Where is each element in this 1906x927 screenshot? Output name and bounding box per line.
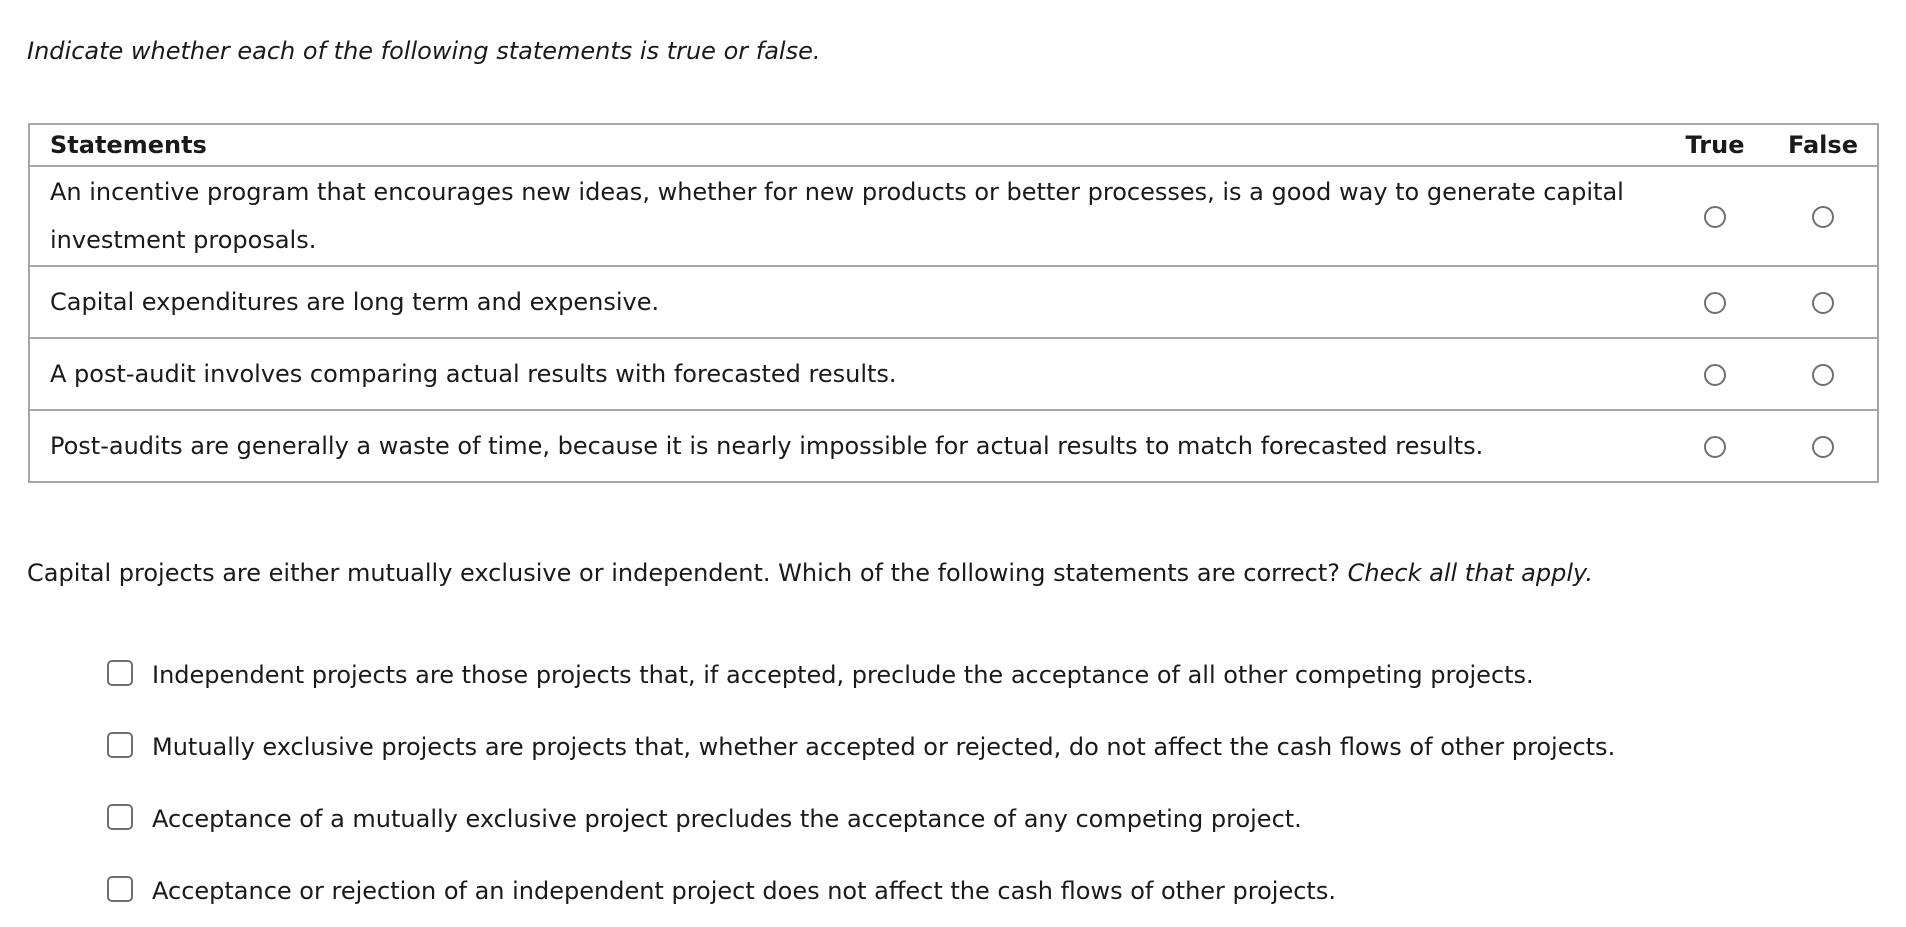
false-cell xyxy=(1769,410,1878,482)
statement-text: Capital expenditures are long term and expensive. xyxy=(29,266,1661,338)
question-text xyxy=(27,557,1593,589)
option-item xyxy=(107,711,1615,783)
statement-text: Post-audits are generally a waste of time, because it is nearly impossible for actual results to match forecasted results. xyxy=(29,410,1661,482)
false-radio[interactable] xyxy=(1812,292,1834,314)
true-radio[interactable] xyxy=(1704,292,1726,314)
table-header-row xyxy=(29,124,1878,166)
false-radio[interactable] xyxy=(1812,436,1834,458)
false-radio[interactable] xyxy=(1812,206,1834,228)
instructions-text: Indicate whether each of the following statements is true or false. xyxy=(27,37,821,65)
false-cell xyxy=(1769,338,1878,410)
true-cell xyxy=(1661,266,1769,338)
options-list xyxy=(107,639,1615,927)
option-checkbox[interactable] xyxy=(107,660,133,686)
option-label[interactable]: Mutually exclusive projects are projects that, whether accepted or rejected, do not affect the cash flows of other projects. xyxy=(152,733,1616,761)
statement-text: A post-audit involves comparing actual results with forecasted results. xyxy=(29,338,1661,410)
true-radio[interactable] xyxy=(1704,364,1726,386)
option-checkbox[interactable] xyxy=(107,732,133,758)
option-label[interactable]: Acceptance of a mutually exclusive project precludes the acceptance of any competing project. xyxy=(152,805,1302,833)
statements-header: Statements xyxy=(29,124,1661,166)
option-item xyxy=(107,783,1615,855)
option-item xyxy=(107,855,1615,927)
statement-text: An incentive program that encourages new ideas, whether for new products or better processes, is a good way to generate capital investment proposals. xyxy=(29,166,1661,266)
table-row xyxy=(29,410,1878,482)
question-prompt: Capital projects are either mutually exclusive or independent. Which of the following statements are correct? xyxy=(27,559,1341,587)
true-radio[interactable] xyxy=(1704,436,1726,458)
true-radio[interactable] xyxy=(1704,206,1726,228)
option-checkbox[interactable] xyxy=(107,876,133,902)
true-cell xyxy=(1661,338,1769,410)
false-radio[interactable] xyxy=(1812,364,1834,386)
false-header: False xyxy=(1769,124,1878,166)
true-cell xyxy=(1661,410,1769,482)
option-item xyxy=(107,639,1615,711)
true-false-table xyxy=(28,123,1879,483)
table-row xyxy=(29,266,1878,338)
option-label[interactable]: Acceptance or rejection of an independent project does not affect the cash flows of other projects. xyxy=(152,877,1336,905)
true-cell xyxy=(1661,166,1769,266)
table-row xyxy=(29,338,1878,410)
false-cell xyxy=(1769,166,1878,266)
option-label[interactable]: Independent projects are those projects that, if accepted, preclude the acceptance of all other competing projects. xyxy=(152,661,1534,689)
true-header: True xyxy=(1661,124,1769,166)
false-cell xyxy=(1769,266,1878,338)
option-checkbox[interactable] xyxy=(107,804,133,830)
question-emphasis: Check all that apply. xyxy=(1347,559,1593,587)
table-row xyxy=(29,166,1878,266)
